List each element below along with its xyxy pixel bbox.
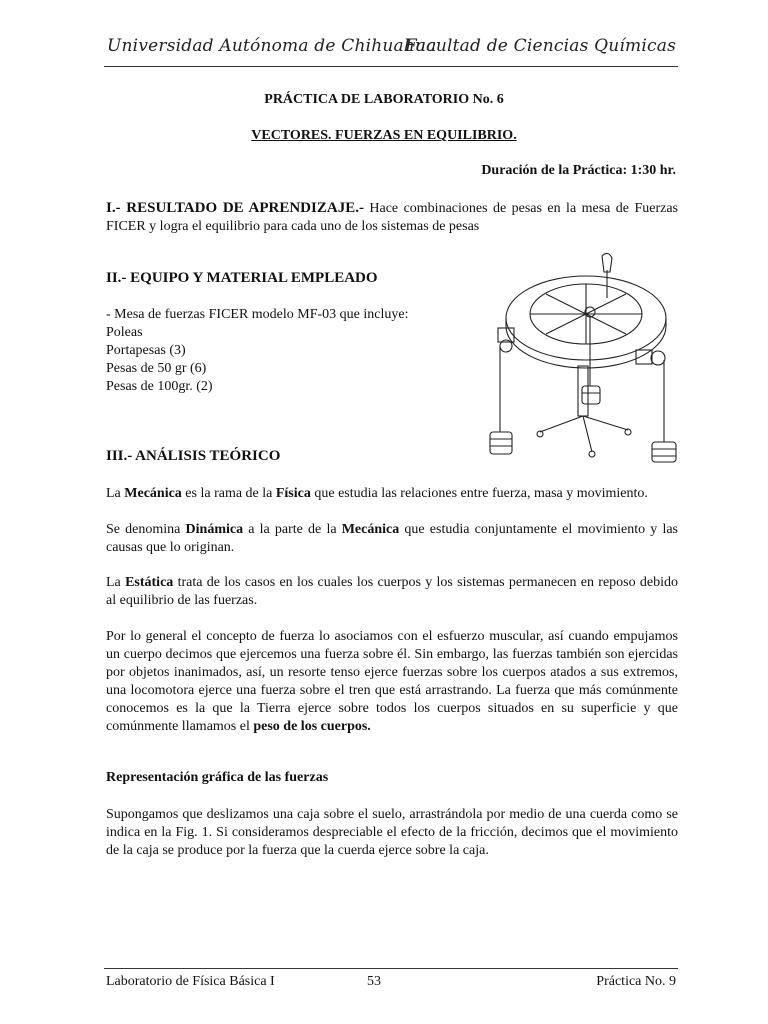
text-run: que estudia conjuntamente el movimiento y las causas que lo originan. xyxy=(106,522,678,555)
learning-outcome-heading: I.- RESULTADO DE APRENDIZAJE.- xyxy=(106,200,364,216)
footer-practice: Práctica No. 9 xyxy=(596,974,676,989)
bold-term: Física xyxy=(275,486,311,501)
force-table-illustration xyxy=(478,246,688,466)
footer-course: Laboratorio de Física Básica I xyxy=(106,974,275,989)
text-run: Por lo general el concepto de fuerza lo asociamos con el esfuerzo muscular, así cuando empujamos un cuerpo decimos que ejercemos una fuerza sobre él. Sin embargo, las fuerzas también son ejercidas por objetos inanimados, así, un resorte tenso ejerce fuerzas sobre los cuerpos atados a sus extremos, una locomotora ejerce una fuerza sobre el tren que está arrastrando. La fuerza que más comúnmente conocemos es la que la Tierra ejerce sobre todos los cuerpos situados en su superficie y que comúnmente llamamos el xyxy=(106,629,678,734)
list-item: Portapesas (3) xyxy=(106,343,186,358)
bold-term: Dinámica xyxy=(185,522,244,537)
practice-duration: Duración de la Práctica: 1:30 hr. xyxy=(481,163,676,178)
bold-term: Estática xyxy=(125,575,174,590)
learning-outcome-text: Hace combinaciones de pesas en la mesa de Fuerzas FICER y logra el equilibrio para cada uno de los sistemas de pesas xyxy=(106,201,678,234)
header-university: Universidad Autónoma de Chihuahua xyxy=(107,36,437,56)
learning-outcome xyxy=(106,199,678,236)
header-faculty: Facultad de Ciencias Químicas xyxy=(404,36,676,56)
graphic-representation-heading: Representación gráfica de las fuerzas xyxy=(106,770,329,785)
text-run: a la parte de la xyxy=(243,522,342,537)
theory-heading: III.- ANÁLISIS TEÓRICO xyxy=(106,448,281,464)
list-item: Pesas de 50 gr (6) xyxy=(106,361,207,376)
bold-term: Mecánica xyxy=(341,522,400,537)
list-item: Poleas xyxy=(106,325,143,340)
text-run: trata de los casos en los cuales los cuerpos y los sistemas permanecen en reposo debido al equilibrio de las fuerzas. xyxy=(106,575,679,608)
equipment-heading: II.- EQUIPO Y MATERIAL EMPLEADO xyxy=(106,270,378,286)
equipment-list xyxy=(106,306,409,396)
practice-title: PRÁCTICA DE LABORATORIO No. 6 xyxy=(264,92,504,107)
list-item: - Mesa de fuerzas FICER modelo MF-03 que incluye: xyxy=(106,307,409,322)
paragraph-mechanics xyxy=(106,485,678,503)
text-run: La xyxy=(106,486,125,501)
footer-page-number: 53 xyxy=(367,974,381,989)
text-run: es la rama de la xyxy=(181,486,276,501)
header-rule xyxy=(104,66,678,67)
paragraph-statics xyxy=(106,574,678,610)
paragraph-dynamics xyxy=(106,521,678,557)
text-run: Se denomina xyxy=(106,522,186,537)
text-run: La xyxy=(106,575,126,590)
practice-subtitle: VECTORES. FUERZAS EN EQUILIBRIO. xyxy=(251,128,517,143)
bold-term: Mecánica xyxy=(124,486,182,501)
paragraph-box-example: Supongamos que deslizamos una caja sobre el suelo, arrastrándola por medio de una cuerda como se indica en la Fig. 1. Si consideramos despreciable el efecto de la fricción, decimos que el movimiento de la caja se produce por la fuerza que la cuerda ejerce sobre la caja. xyxy=(106,807,678,858)
footer-rule xyxy=(104,968,678,969)
paragraph-force-concept xyxy=(106,628,678,736)
bold-term: peso de los cuerpos. xyxy=(253,719,371,734)
list-item: Pesas de 100gr. (2) xyxy=(106,379,213,394)
text-run: que estudia las relaciones entre fuerza, masa y movimiento. xyxy=(310,486,648,501)
